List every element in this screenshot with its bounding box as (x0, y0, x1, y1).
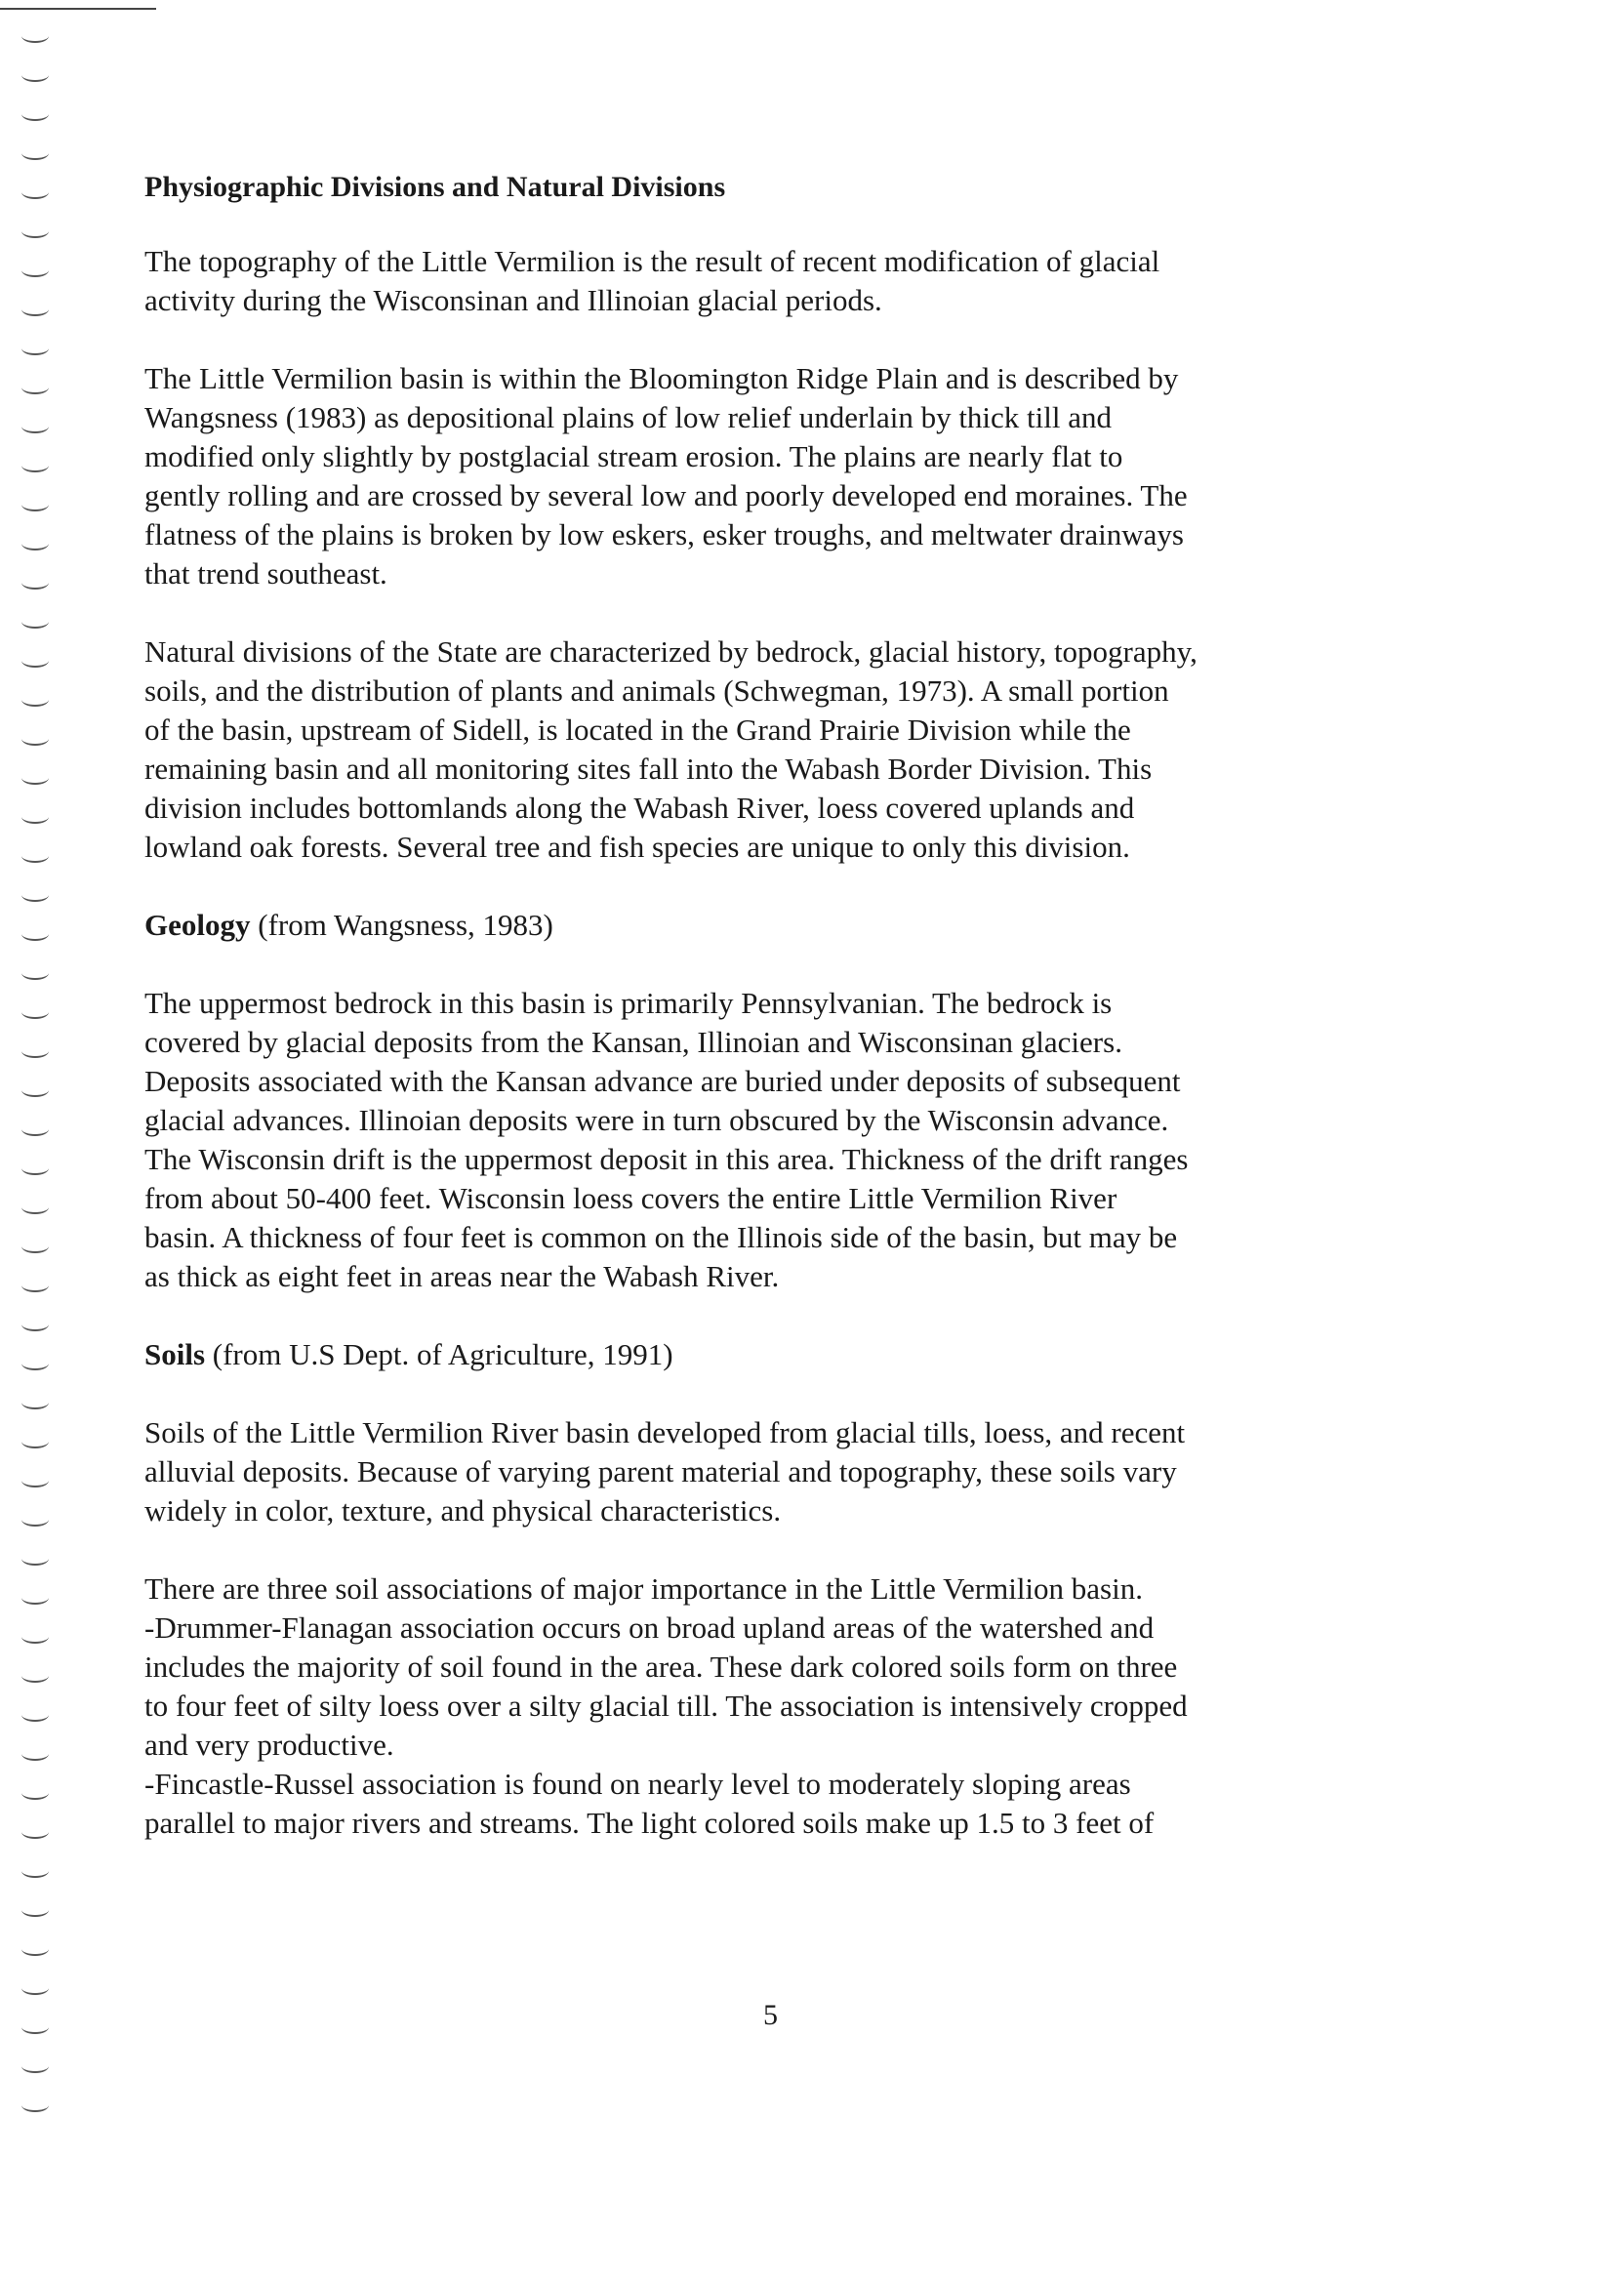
binding-holes (21, 29, 61, 2138)
binding-hole (21, 1513, 49, 1527)
geology-heading (144, 906, 1355, 945)
paragraph-soil-associations: There are three soil associations of major importance in the Little Vermilion basin. -Drummer-Flanagan association occurs on broad upland areas of the watershed and includes the majority of soil found in the area. These dark colored soils form on three to four feet of silty loess over a silty glacial till. The association is intensively cropped and very productive. -Fincastle-Russel association is found on nearly level to moderately sloping areas parallel to major rivers and streams. The light colored soils make up 1.5 to 3 feet of (144, 1571, 1188, 1840)
binding-hole (21, 1747, 49, 1761)
binding-hole (21, 810, 49, 824)
binding-hole (21, 849, 49, 863)
binding-hole (21, 2020, 49, 2034)
paragraph-natural-divisions: Natural divisions of the State are characterized by bedrock, glacial history, topography, soils, and the distribution of plants and animals (Schwegman, 1973). A small portion of the basin, upstream of Sidell, is located in the Grand Prairie Division while the remaining basin and all monitoring sites fall into the Wabash Border Division. This division includes bottomlands along the Wabash River, loess covered uplands and lowland oak forests. Several tree and fish species are unique to only this division. (144, 634, 1198, 864)
binding-hole (21, 68, 49, 82)
binding-hole (21, 1005, 49, 1019)
binding-hole (21, 1083, 49, 1097)
binding-hole (21, 1396, 49, 1409)
page-heading: Physiographic Divisions and Natural Divisions (144, 171, 726, 203)
binding-hole (21, 654, 49, 668)
binding-hole (21, 888, 49, 902)
paragraph-topography: The topography of the Little Vermilion is the result of recent modification of glacial activity during the Wisconsinan and Illinoian glacial periods. (144, 244, 1160, 317)
paragraph-geology: The uppermost bedrock in this basin is primarily Pennsylvanian. The bedrock is covered by glacial deposits from the Kansan, Illinoian and Wisconsinan glaciers. Deposits associated with the Kansan advance are buried under deposits of subsequent glacial advances. Illinoian deposits were in turn obscured by the Wisconsin advance. The Wisconsin drift is the uppermost deposit in this area. Thickness of the drift ranges from about 50-400 feet. Wisconsin loess covers the entire Little Vermilion River basin. A thickness of four feet is common on the Illinois side of the basin, but may be as thick as eight feet in areas near the Wabash River. (144, 986, 1189, 1293)
binding-hole (21, 498, 49, 511)
binding-hole (21, 1669, 49, 1683)
binding-hole (21, 1591, 49, 1605)
binding-hole (21, 1474, 49, 1487)
binding-hole (21, 2059, 49, 2073)
binding-hole (21, 1201, 49, 1214)
soils-label: Soils (144, 1337, 206, 1371)
binding-hole (21, 264, 49, 277)
soils-source: (from U.S Dept. of Agriculture, 1991) (205, 1337, 673, 1371)
binding-hole (21, 1435, 49, 1448)
page-number: 5 (763, 1999, 778, 2031)
binding-hole (21, 2099, 49, 2112)
binding-hole (21, 1903, 49, 1917)
document-body (144, 168, 1355, 1843)
binding-hole (21, 342, 49, 355)
binding-hole (21, 1981, 49, 1995)
binding-hole (21, 771, 49, 785)
binding-hole (21, 1864, 49, 1878)
geology-label: Geology (144, 908, 251, 942)
binding-hole (21, 732, 49, 746)
binding-hole (21, 1044, 49, 1058)
binding-hole (21, 1708, 49, 1722)
binding-hole (21, 459, 49, 472)
binding-hole (21, 966, 49, 980)
binding-hole (21, 537, 49, 550)
top-rule (0, 8, 156, 10)
soils-heading (144, 1335, 1355, 1374)
binding-hole (21, 1630, 49, 1644)
binding-hole (21, 303, 49, 316)
binding-hole (21, 927, 49, 941)
binding-hole (21, 1357, 49, 1370)
binding-hole (21, 224, 49, 238)
binding-hole (21, 381, 49, 394)
binding-hole (21, 576, 49, 590)
binding-hole (21, 1552, 49, 1566)
binding-hole (21, 1279, 49, 1292)
binding-hole (21, 1240, 49, 1253)
paragraph-basin: The Little Vermilion basin is within the Bloomington Ridge Plain and is described by Wangsness (1983) as depositional plains of low relief underlain by thick till and modified only slightly by postglacial stream erosion. The plains are nearly flat to gently rolling and are crossed by several low and poorly developed end moraines. The flatness of the plains is broken by low eskers, esker troughs, and meltwater drainways that trend southeast. (144, 361, 1188, 591)
binding-hole (21, 1942, 49, 1956)
binding-hole (21, 1318, 49, 1331)
binding-hole (21, 185, 49, 199)
binding-hole (21, 1122, 49, 1136)
binding-hole (21, 107, 49, 121)
binding-hole (21, 1786, 49, 1800)
binding-hole (21, 1825, 49, 1839)
binding-hole (21, 615, 49, 629)
binding-hole (21, 29, 49, 43)
geology-source: (from Wangsness, 1983) (250, 908, 553, 942)
binding-hole (21, 420, 49, 433)
binding-hole (21, 1161, 49, 1175)
binding-hole (21, 693, 49, 707)
binding-hole (21, 146, 49, 160)
paragraph-soils-origin: Soils of the Little Vermilion River basin developed from glacial tills, loess, and recent alluvial deposits. Because of varying parent material and topography, these soils vary widely in color, texture, and physical characteristics. (144, 1415, 1186, 1528)
